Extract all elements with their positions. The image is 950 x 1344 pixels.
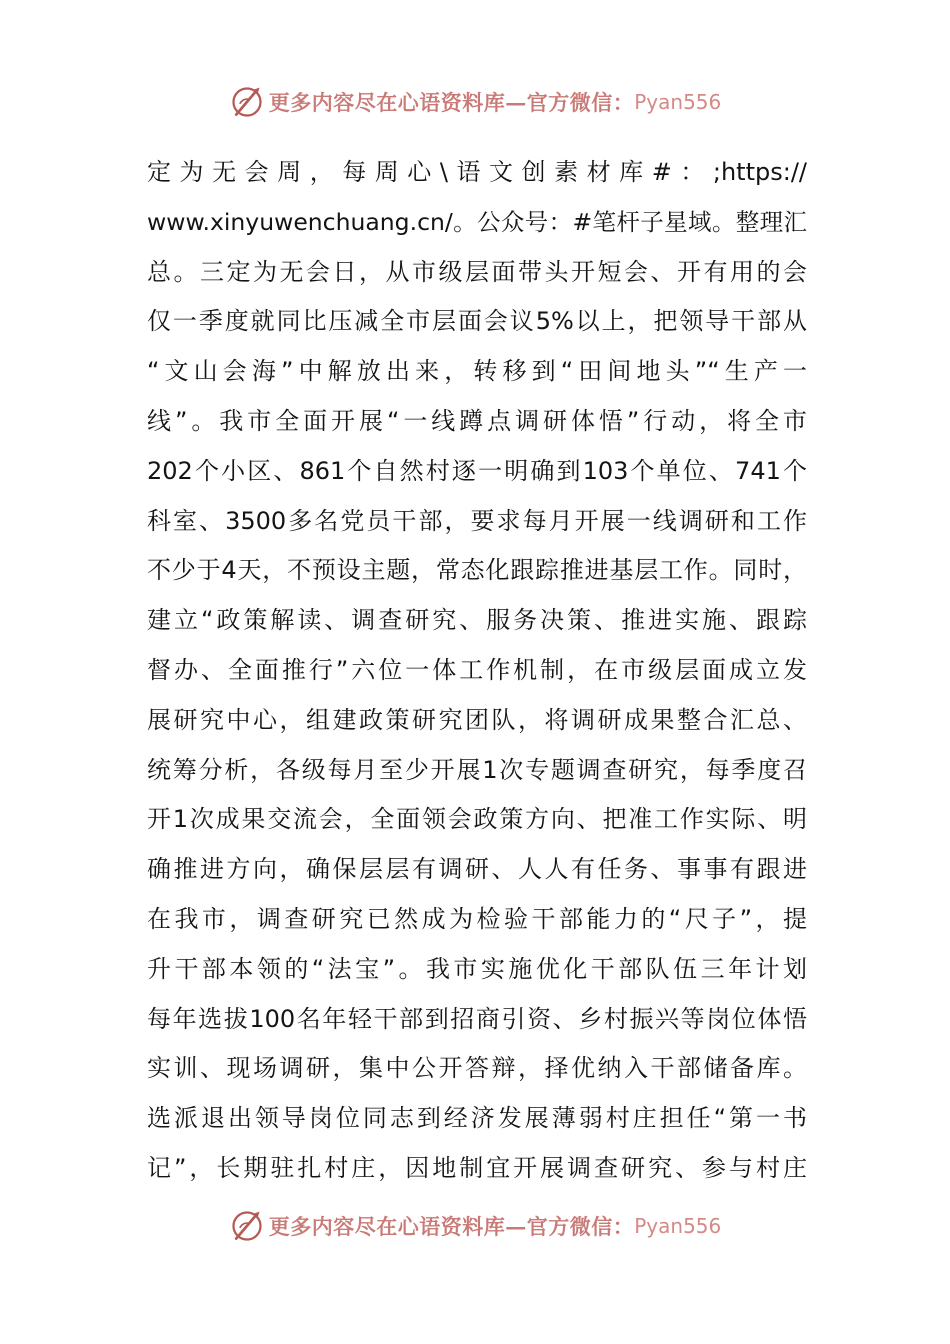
text-line: 线”。我市全面开展“一线蹲点调研体悟”行动，将全市 xyxy=(147,406,807,435)
pen-logo-icon xyxy=(229,1208,265,1244)
header-banner xyxy=(0,82,950,122)
text-line: 统筹分析，各级每月至少开展1次专题调查研究，每季度召 xyxy=(147,755,807,784)
header-banner-text: 更多内容尽在心语资料库—官方微信： xyxy=(268,90,635,115)
footer-banner-text: 更多内容尽在心语资料库—官方微信： xyxy=(268,1214,635,1239)
header-wechat-id: Pyan556 xyxy=(634,90,722,114)
text-line: 督办、全面推行”六位一体工作机制，在市级层面成立发 xyxy=(147,655,807,684)
text-line: 总。三定为无会日，从市级层面带头开短会、开有用的会 xyxy=(147,257,807,286)
text-line: 选派退出领导岗位同志到经济发展薄弱村庄担任“第一书 xyxy=(147,1104,807,1133)
pen-logo-icon xyxy=(229,84,265,120)
text-line: 不少于4天，不预设主题，常态化跟踪推进基层工作。同时， xyxy=(147,556,807,585)
text-line: 定为无会周，每周心\语文创素材库#：;https:// xyxy=(147,158,807,186)
text-line: 记”，长期驻扎村庄，因地制宜开展调查研究、参与村庄 xyxy=(147,1153,807,1182)
text-line: 202个小区、861个自然村逐一明确到103个单位、741个 xyxy=(147,456,807,485)
text-line: 每年选拔100名年轻干部到招商引资、乡村振兴等岗位体悟 xyxy=(147,1004,807,1033)
text-line: 在我市，调查研究已然成为检验干部能力的“尺子”，提 xyxy=(147,904,807,933)
footer-wechat-id: Pyan556 xyxy=(634,1214,722,1238)
text-line: “文山会海”中解放出来，转移到“田间地头”“生产一 xyxy=(147,357,807,386)
text-line: 开1次成果交流会，全面领会政策方向、把准工作实际、明 xyxy=(147,805,807,834)
text-line: 科室、3500多名党员干部，要求每月开展一线调研和工作 xyxy=(147,506,807,535)
text-line: 仅一季度就同比压减全市层面会议5%以上，把领导干部从 xyxy=(147,307,807,336)
text-line: 升干部本领的“法宝”。我市实施优化干部队伍三年计划 xyxy=(147,954,807,983)
document-body xyxy=(147,148,807,1194)
text-line: 展研究中心，组建政策研究团队，将调研成果整合汇总、 xyxy=(147,705,807,734)
text-line: 建立“政策解读、调查研究、服务决策、推进实施、跟踪 xyxy=(147,606,807,635)
text-line: www.xinyuwenchuang.cn/。公众号：#笔杆子星域。整理汇 xyxy=(147,207,807,236)
text-line: 实训、现场调研，集中公开答辩，择优纳入干部储备库。 xyxy=(147,1054,807,1083)
footer-banner xyxy=(0,1206,950,1246)
text-line: 确推进方向，确保层层有调研、人人有任务、事事有跟进 xyxy=(147,855,807,884)
